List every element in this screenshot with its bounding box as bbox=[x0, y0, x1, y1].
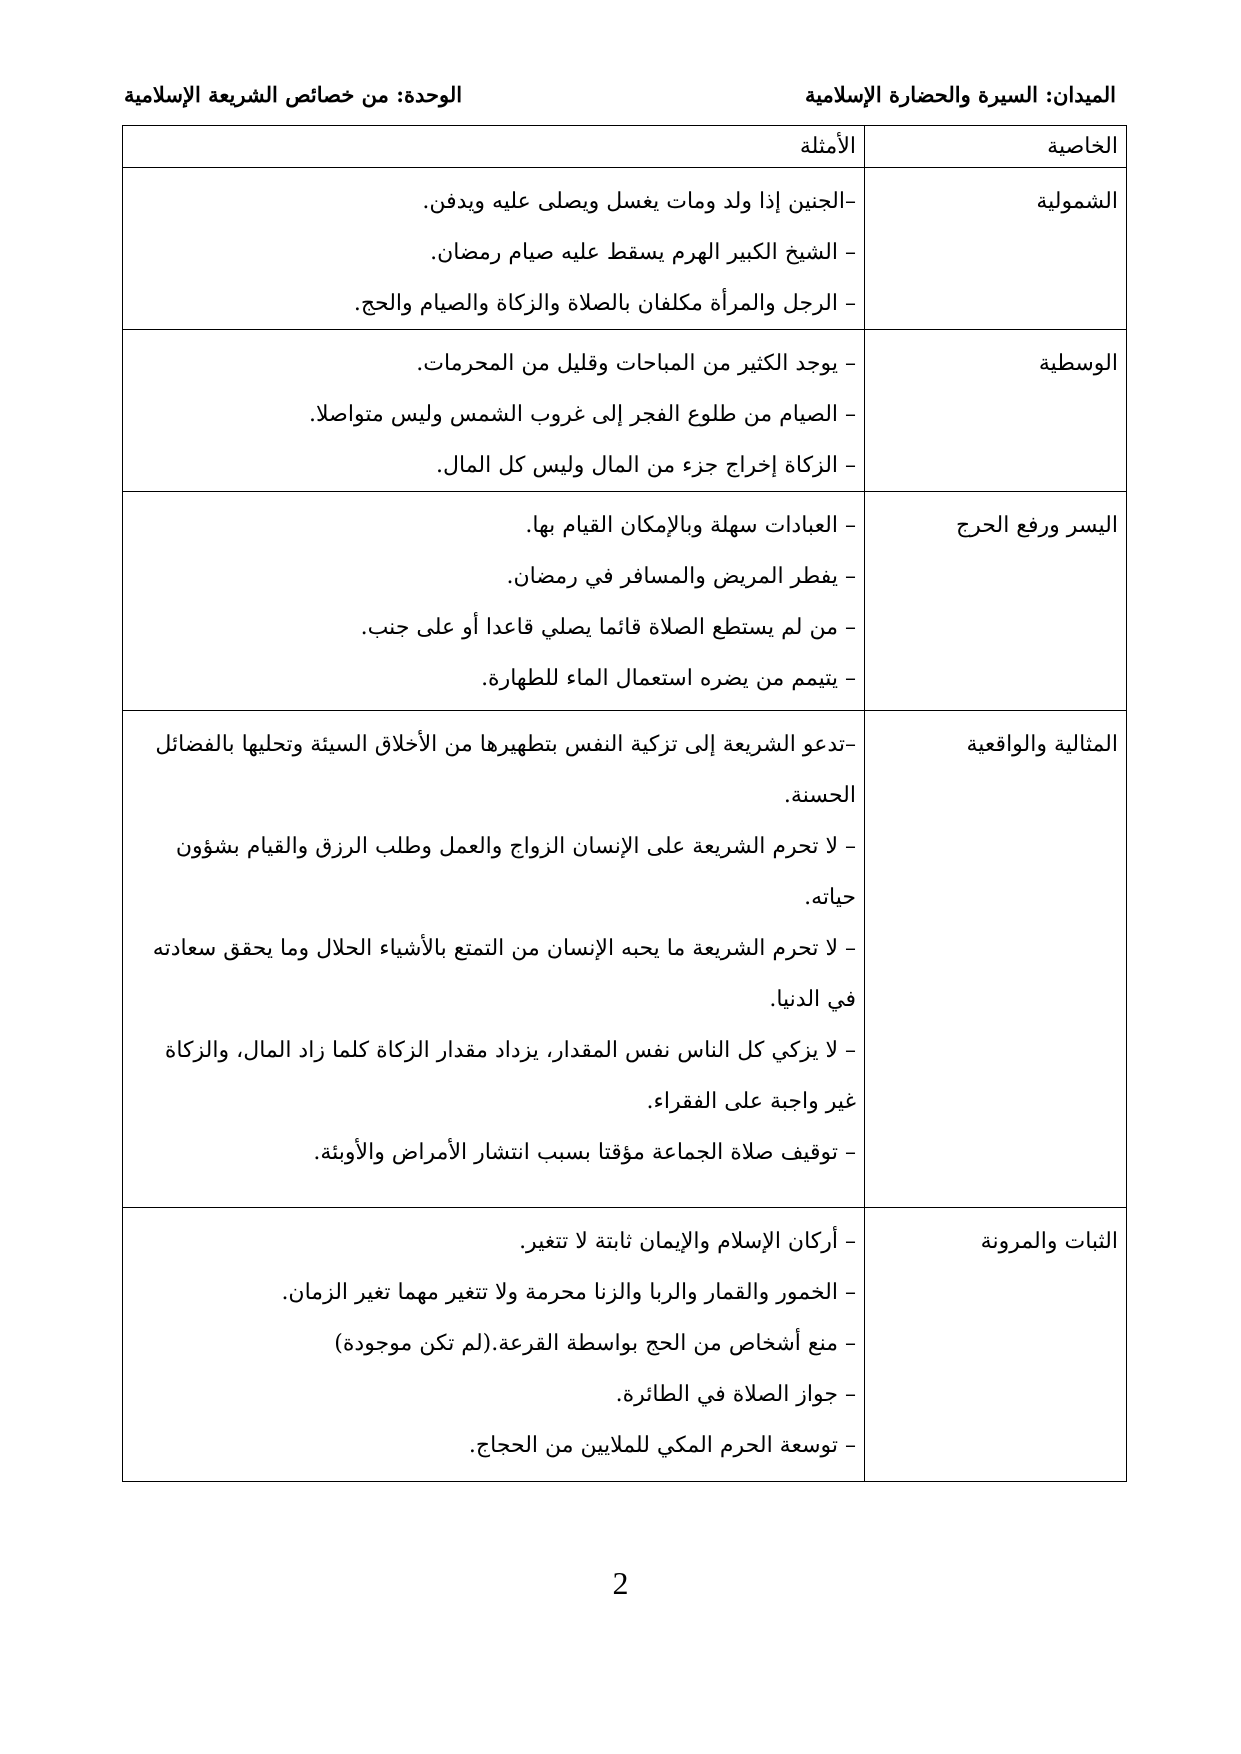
example-line: – يتيمم من يضره استعمال الماء للطهارة. bbox=[481, 666, 856, 691]
examples-cell bbox=[123, 168, 865, 330]
example-line: – من لم يستطع الصلاة قائما يصلي قاعدا أو على جنب. bbox=[360, 615, 856, 640]
column-header-examples: الأمثلة bbox=[123, 126, 865, 168]
property-name: اليسر ورفع الحرج bbox=[955, 513, 1118, 538]
property-cell bbox=[865, 492, 1127, 711]
example-line: – توسعة الحرم المكي للملايين من الحجاج. bbox=[468, 1433, 856, 1458]
example-line: – الشيخ الكبير الهرم يسقط عليه صيام رمضان. bbox=[430, 240, 856, 265]
page-number: 2 bbox=[612, 1565, 629, 1601]
table-row-stability-flexibility bbox=[123, 1208, 1127, 1482]
property-cell bbox=[865, 1208, 1127, 1482]
page-header bbox=[124, 82, 1116, 107]
column-header-property: الخاصية bbox=[865, 126, 1127, 168]
example-paragraph: – لا يزكي كل الناس نفس المقدار، يزداد مقدار الزكاة كلما زاد المال، والزكاة غير واجبة على الفقراء. bbox=[164, 1038, 856, 1114]
example-line: –الجنين إذا ولد ومات يغسل ويصلى عليه ويدفن. bbox=[422, 189, 856, 214]
property-name: الوسطية bbox=[1038, 351, 1118, 376]
example-paragraph: – لا تحرم الشريعة ما يحبه الإنسان من التمتع بالأشياء الحلال وما يحقق سعادته في الدنيا. bbox=[152, 936, 856, 1012]
table-row-idealism-realism bbox=[123, 711, 1127, 1208]
example-line: – الخمور والقمار والربا والزنا محرمة ولا تتغير مهما تغير الزمان. bbox=[281, 1280, 856, 1305]
table-row-ease bbox=[123, 492, 1127, 711]
examples-cell bbox=[123, 492, 865, 711]
property-cell bbox=[865, 330, 1127, 492]
example-line: – توقيف صلاة الجماعة مؤقتا بسبب انتشار الأمراض والأوبئة. bbox=[313, 1140, 856, 1165]
example-paragraph: –تدعو الشريعة إلى تزكية النفس بتطهيرها من الأخلاق السيئة وتحليها بالفضائل الحسنة. bbox=[155, 732, 856, 808]
table-row-moderation bbox=[123, 330, 1127, 492]
example-line: – أركان الإسلام والإيمان ثابتة لا تتغير. bbox=[519, 1229, 856, 1254]
example-line: – الرجل والمرأة مكلفان بالصلاة والزكاة والصيام والحج. bbox=[353, 291, 856, 316]
example-line: – الزكاة إخراج جزء من المال وليس كل المال. bbox=[436, 453, 856, 478]
example-line: – العبادات سهلة وبالإمكان القيام بها. bbox=[525, 513, 856, 538]
example-line: – يوجد الكثير من المباحات وقليل من المحرمات. bbox=[416, 351, 856, 376]
example-line: – يفطر المريض والمسافر في رمضان. bbox=[506, 564, 856, 589]
table-header-row bbox=[123, 126, 1127, 168]
property-name: الشمولية bbox=[1036, 189, 1118, 214]
property-name: الثبات والمرونة bbox=[980, 1229, 1118, 1254]
examples-cell bbox=[123, 711, 865, 1208]
property-cell bbox=[865, 168, 1127, 330]
example-line: – منع أشخاص من الحج بواسطة القرعة.(لم تكن موجودة) bbox=[334, 1331, 856, 1356]
examples-cell bbox=[123, 330, 865, 492]
example-paragraph: – لا تحرم الشريعة على الإنسان الزواج والعمل وطلب الرزق والقيام بشؤون حياته. bbox=[175, 834, 856, 910]
table-row-comprehensiveness bbox=[123, 168, 1127, 330]
unit-label: الوحدة: من خصائص الشريعة الإسلامية bbox=[124, 82, 463, 107]
property-name: المثالية والواقعية bbox=[966, 732, 1118, 757]
examples-cell bbox=[123, 1208, 865, 1482]
example-line: – جواز الصلاة في الطائرة. bbox=[615, 1382, 856, 1407]
property-cell bbox=[865, 711, 1127, 1208]
field-label: الميدان: السيرة والحضارة الإسلامية bbox=[804, 82, 1116, 107]
example-line: – الصيام من طلوع الفجر إلى غروب الشمس وليس متواصلا. bbox=[309, 402, 856, 427]
characteristics-table bbox=[122, 125, 1127, 1482]
